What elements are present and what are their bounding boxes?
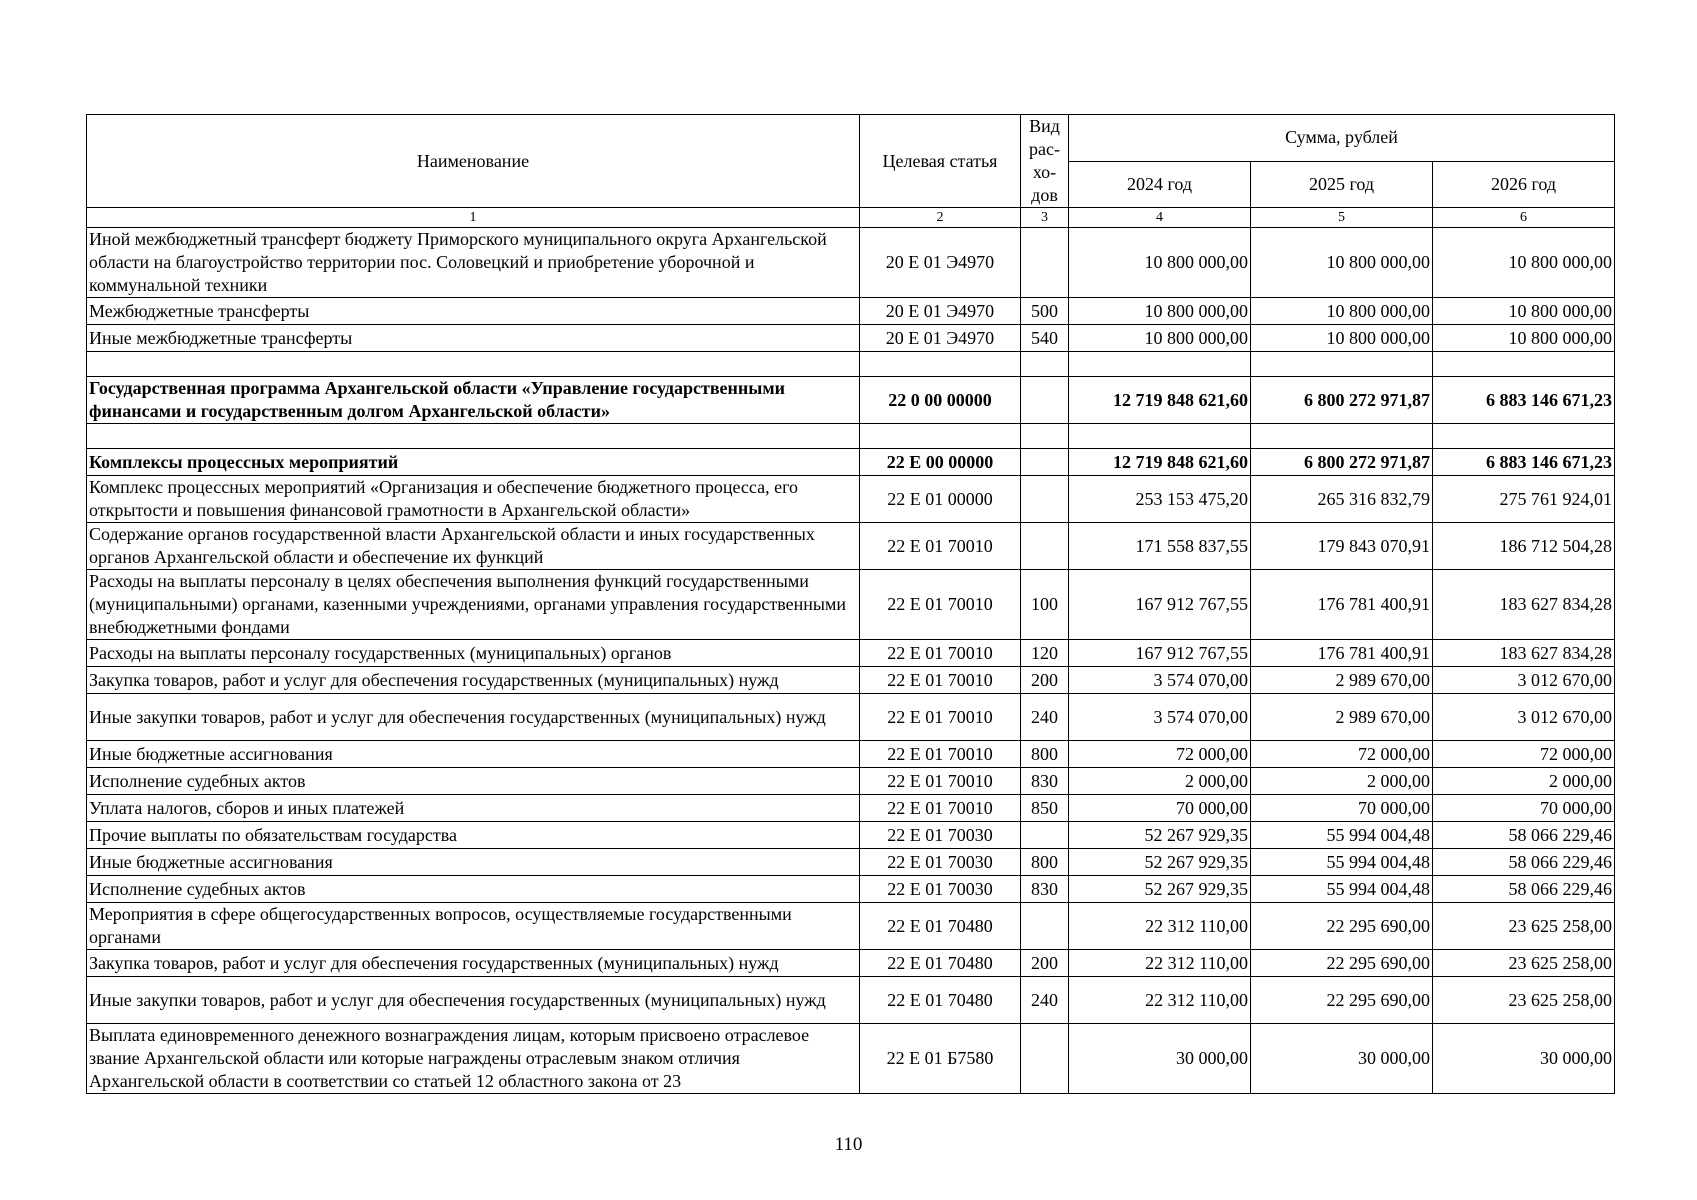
row-amount-2026: 6 883 146 671,23 [1433,377,1615,424]
table-row [87,570,1615,640]
row-target-code: 22 Е 01 70010 [860,640,1021,667]
spacer-row [87,352,1615,377]
empty-cell [87,424,860,449]
row-amount-2024: 22 312 110,00 [1069,977,1251,1024]
row-amount-2024: 52 267 929,35 [1069,849,1251,876]
row-amount-2024: 2 000,00 [1069,768,1251,795]
header-sum: Сумма, рублей [1069,115,1615,162]
row-name: Иные бюджетные ассигнования [87,741,860,768]
empty-cell [87,352,860,377]
table-row [87,849,1615,876]
row-amount-2025: 2 989 670,00 [1251,667,1433,694]
empty-cell [1069,424,1251,449]
row-target-code: 20 Е 01 Э4970 [860,298,1021,325]
row-amount-2024: 167 912 767,55 [1069,640,1251,667]
table-row [87,795,1615,822]
row-expense-type [1021,228,1069,298]
row-expense-type [1021,1024,1069,1094]
empty-cell [1069,352,1251,377]
row-amount-2024: 12 719 848 621,60 [1069,377,1251,424]
row-amount-2024: 22 312 110,00 [1069,950,1251,977]
table-row [87,950,1615,977]
row-amount-2024: 12 719 848 621,60 [1069,449,1251,476]
table-row [87,768,1615,795]
column-number: 2 [860,208,1021,228]
row-amount-2026: 2 000,00 [1433,768,1615,795]
table-row [87,667,1615,694]
table-row [87,298,1615,325]
row-target-code: 22 Е 01 70480 [860,903,1021,950]
table-row [87,741,1615,768]
row-expense-type [1021,523,1069,570]
row-amount-2024: 253 153 475,20 [1069,476,1251,523]
table-row [87,228,1615,298]
row-target-code: 22 Е 00 00000 [860,449,1021,476]
row-expense-type [1021,903,1069,950]
header-vid-line: дов [1031,185,1058,205]
budget-table [86,114,1615,1094]
empty-cell [1251,424,1433,449]
row-target-code: 20 Е 01 Э4970 [860,325,1021,352]
row-name: Иные закупки товаров, работ и услуг для обеспечения государственных (муниципальных) нужд [87,694,860,741]
row-name: Содержание органов государственной власти Архангельской области и иных государственных органов Архангельской области и обеспечение их функций [87,523,860,570]
row-amount-2025: 22 295 690,00 [1251,977,1433,1024]
row-amount-2024: 70 000,00 [1069,795,1251,822]
row-expense-type: 850 [1021,795,1069,822]
row-expense-type: 200 [1021,950,1069,977]
row-amount-2025: 72 000,00 [1251,741,1433,768]
row-amount-2026: 58 066 229,46 [1433,849,1615,876]
row-name: Расходы на выплаты персоналу в целях обеспечения выполнения функций государственными (муниципальными) органами, казенными учреждениями, органами управления государственными внебюджетными фондами [87,570,860,640]
header-vid-line: Вид [1029,116,1060,136]
row-target-code: 22 Е 01 70030 [860,876,1021,903]
row-target-code: 22 Е 01 70010 [860,795,1021,822]
column-number: 5 [1251,208,1433,228]
row-name: Закупка товаров, работ и услуг для обеспечения государственных (муниципальных) нужд [87,667,860,694]
row-expense-type: 100 [1021,570,1069,640]
row-amount-2026: 10 800 000,00 [1433,298,1615,325]
row-amount-2026: 6 883 146 671,23 [1433,449,1615,476]
row-amount-2024: 10 800 000,00 [1069,325,1251,352]
row-target-code: 22 Е 01 70010 [860,570,1021,640]
row-amount-2026: 72 000,00 [1433,741,1615,768]
header-vid-line: хо- [1032,162,1057,182]
row-name: Государственная программа Архангельской области «Управление государственными финансами и государственным долгом Архангельской области» [87,377,860,424]
row-amount-2025: 10 800 000,00 [1251,298,1433,325]
header-row [87,115,1615,162]
row-expense-type: 120 [1021,640,1069,667]
page-number: 110 [834,1134,863,1155]
row-name: Иные межбюджетные трансферты [87,325,860,352]
column-number: 4 [1069,208,1251,228]
table-row [87,640,1615,667]
table-row [87,694,1615,741]
row-amount-2026: 30 000,00 [1433,1024,1615,1094]
header-name: Наименование [87,115,860,208]
row-amount-2025: 2 000,00 [1251,768,1433,795]
row-amount-2026: 58 066 229,46 [1433,876,1615,903]
row-name: Иной межбюджетный трансферт бюджету Приморского муниципального округа Архангельской области на благоустройство территории пос. Соловецкий и приобретение уборочной и коммунальной техники [87,228,860,298]
empty-cell [1021,352,1069,377]
row-amount-2025: 22 295 690,00 [1251,950,1433,977]
row-amount-2026: 3 012 670,00 [1433,694,1615,741]
row-amount-2026: 10 800 000,00 [1433,325,1615,352]
row-expense-type: 830 [1021,768,1069,795]
row-expense-type [1021,476,1069,523]
row-amount-2025: 6 800 272 971,87 [1251,449,1433,476]
row-amount-2024: 3 574 070,00 [1069,694,1251,741]
table-row [87,377,1615,424]
row-name: Иные закупки товаров, работ и услуг для обеспечения государственных (муниципальных) нужд [87,977,860,1024]
row-target-code: 22 Е 01 70010 [860,694,1021,741]
empty-cell [860,352,1021,377]
row-expense-type: 500 [1021,298,1069,325]
row-target-code: 22 Е 01 70010 [860,768,1021,795]
table-row [87,903,1615,950]
table-row [87,449,1615,476]
row-target-code: 22 Е 01 70010 [860,741,1021,768]
header-year-2025: 2025 год [1251,161,1433,208]
row-expense-type [1021,449,1069,476]
row-target-code: 22 Е 01 70030 [860,849,1021,876]
row-amount-2025: 176 781 400,91 [1251,640,1433,667]
spacer-row [87,424,1615,449]
row-target-code: 22 Е 01 70010 [860,667,1021,694]
empty-cell [1021,424,1069,449]
row-amount-2024: 3 574 070,00 [1069,667,1251,694]
row-name: Иные бюджетные ассигнования [87,849,860,876]
row-expense-type: 800 [1021,849,1069,876]
column-number: 1 [87,208,860,228]
row-target-code: 22 Е 01 00000 [860,476,1021,523]
header-year-2024: 2024 год [1069,161,1251,208]
row-target-code: 22 Е 01 Б7580 [860,1024,1021,1094]
row-amount-2025: 265 316 832,79 [1251,476,1433,523]
header-vid [1021,115,1069,208]
column-number: 6 [1433,208,1615,228]
row-expense-type: 240 [1021,694,1069,741]
row-amount-2026: 23 625 258,00 [1433,950,1615,977]
row-amount-2025: 10 800 000,00 [1251,228,1433,298]
row-amount-2024: 52 267 929,35 [1069,822,1251,849]
row-target-code: 22 Е 01 70480 [860,950,1021,977]
row-amount-2025: 55 994 004,48 [1251,876,1433,903]
row-amount-2026: 23 625 258,00 [1433,977,1615,1024]
header-year-2026: 2026 год [1433,161,1615,208]
row-name: Комплексы процессных мероприятий [87,449,860,476]
row-amount-2026: 183 627 834,28 [1433,640,1615,667]
row-amount-2025: 2 989 670,00 [1251,694,1433,741]
row-name: Закупка товаров, работ и услуг для обеспечения государственных (муниципальных) нужд [87,950,860,977]
table-row [87,876,1615,903]
row-amount-2026: 58 066 229,46 [1433,822,1615,849]
row-target-code: 20 Е 01 Э4970 [860,228,1021,298]
empty-cell [1433,424,1615,449]
row-amount-2024: 171 558 837,55 [1069,523,1251,570]
row-amount-2025: 30 000,00 [1251,1024,1433,1094]
row-amount-2024: 10 800 000,00 [1069,228,1251,298]
row-expense-type: 200 [1021,667,1069,694]
table-row [87,523,1615,570]
column-number-row [87,208,1615,228]
row-amount-2025: 6 800 272 971,87 [1251,377,1433,424]
row-amount-2026: 186 712 504,28 [1433,523,1615,570]
row-amount-2026: 183 627 834,28 [1433,570,1615,640]
table-row [87,822,1615,849]
row-name: Исполнение судебных актов [87,768,860,795]
row-name: Комплекс процессных мероприятий «Организация и обеспечение бюджетного процесса, его открытости и повышения финансовой грамотности в Архангельской области» [87,476,860,523]
row-expense-type: 540 [1021,325,1069,352]
row-amount-2026: 10 800 000,00 [1433,228,1615,298]
table-body [87,228,1615,1094]
empty-cell [1433,352,1615,377]
row-amount-2026: 3 012 670,00 [1433,667,1615,694]
row-name: Исполнение судебных актов [87,876,860,903]
row-amount-2024: 72 000,00 [1069,741,1251,768]
header-vid-line: рас- [1029,139,1060,159]
row-name: Расходы на выплаты персоналу государственных (муниципальных) органов [87,640,860,667]
row-amount-2026: 23 625 258,00 [1433,903,1615,950]
row-amount-2026: 275 761 924,01 [1433,476,1615,523]
table-row [87,1024,1615,1094]
row-amount-2026: 70 000,00 [1433,795,1615,822]
row-expense-type [1021,822,1069,849]
row-amount-2025: 22 295 690,00 [1251,903,1433,950]
row-name: Межбюджетные трансферты [87,298,860,325]
row-amount-2025: 55 994 004,48 [1251,849,1433,876]
row-amount-2025: 55 994 004,48 [1251,822,1433,849]
row-name: Выплата единовременного денежного вознаграждения лицам, которым присвоено отраслевое звание Архангельской области или которые награждены отраслевым знаком отличия Архангельской области в соответствии со статьей 12 областного закона от 23 [87,1024,860,1094]
row-name: Мероприятия в сфере общегосударственных вопросов, осуществляемые государственными органами [87,903,860,950]
row-target-code: 22 Е 01 70030 [860,822,1021,849]
row-target-code: 22 Е 01 70010 [860,523,1021,570]
row-target-code: 22 0 00 00000 [860,377,1021,424]
table-row [87,325,1615,352]
row-expense-type: 830 [1021,876,1069,903]
empty-cell [860,424,1021,449]
row-name: Прочие выплаты по обязательствам государства [87,822,860,849]
row-amount-2024: 52 267 929,35 [1069,876,1251,903]
row-target-code: 22 Е 01 70480 [860,977,1021,1024]
row-expense-type [1021,377,1069,424]
row-amount-2025: 176 781 400,91 [1251,570,1433,640]
row-amount-2024: 22 312 110,00 [1069,903,1251,950]
row-amount-2024: 167 912 767,55 [1069,570,1251,640]
row-expense-type: 800 [1021,741,1069,768]
row-expense-type: 240 [1021,977,1069,1024]
row-name: Уплата налогов, сборов и иных платежей [87,795,860,822]
empty-cell [1251,352,1433,377]
table-row [87,476,1615,523]
row-amount-2025: 179 843 070,91 [1251,523,1433,570]
row-amount-2024: 10 800 000,00 [1069,298,1251,325]
row-amount-2024: 30 000,00 [1069,1024,1251,1094]
table-row [87,977,1615,1024]
header-target: Целевая статья [860,115,1021,208]
row-amount-2025: 70 000,00 [1251,795,1433,822]
row-amount-2025: 10 800 000,00 [1251,325,1433,352]
column-number: 3 [1021,208,1069,228]
